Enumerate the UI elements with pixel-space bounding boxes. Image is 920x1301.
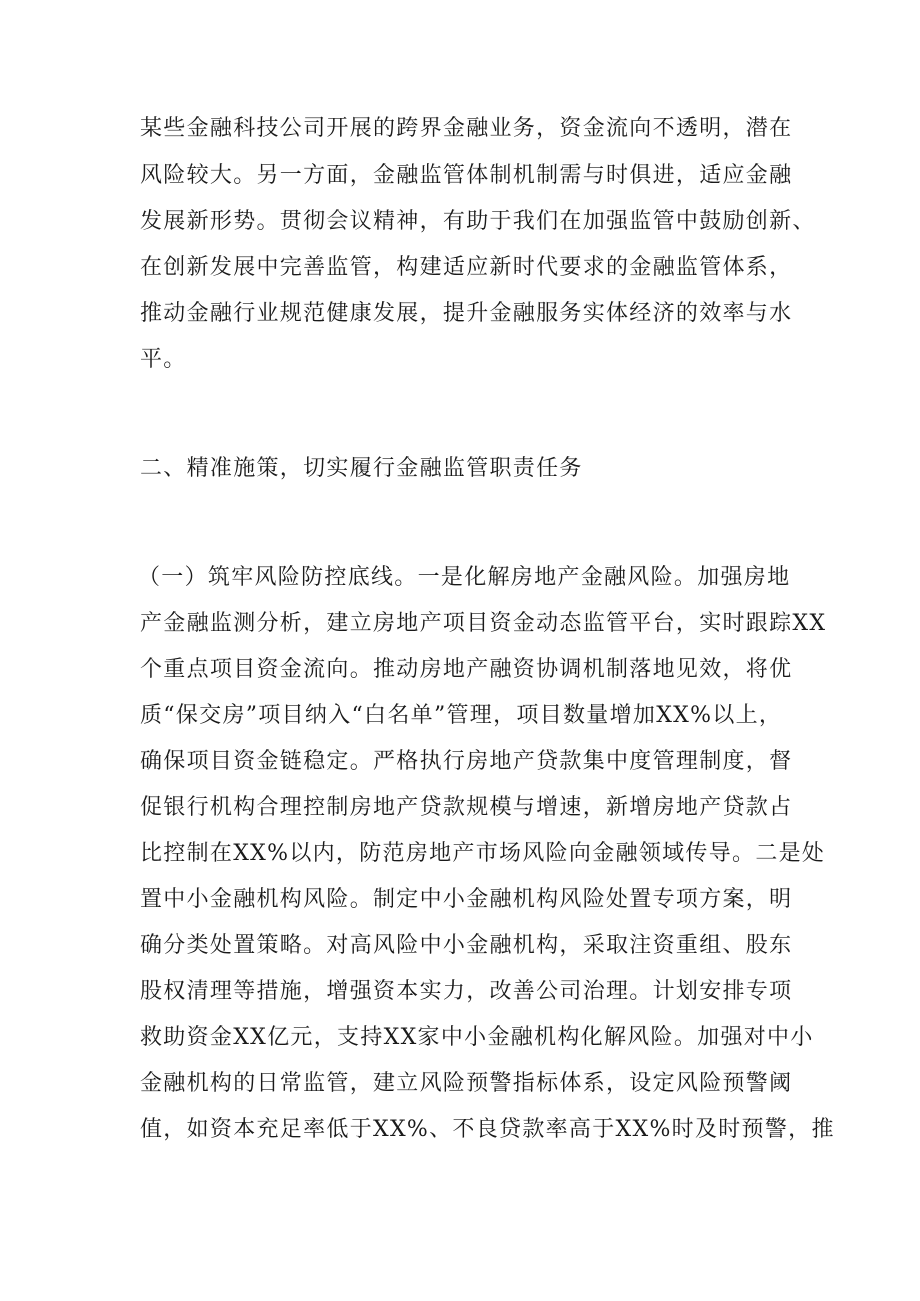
paragraph-line: 置中小金融机构风险。制定中小金融机构风险处置专项方案，明: [140, 887, 793, 912]
paragraph-line: 在创新发展中完善监管，构建适应新时代要求的金融监管体系，: [140, 255, 793, 280]
paragraph-line: 比控制在XX%以内，防范房地产市场风险向金融领域传导。二是处: [140, 841, 826, 866]
paragraph-line: 产金融监测分析，建立房地产项目资金动态监管平台，实时跟踪XX: [140, 611, 827, 636]
paragraph-line: （一）筑牢风险防控底线。一是化解房地产金融风险。加强房地: [138, 565, 791, 590]
paragraph-line: 个重点项目资金流向。推动房地产融资协调机制落地见效，将优: [140, 657, 793, 682]
paragraph-line: 质“保交房”项目纳入“白名单”管理，项目数量增加XX%以上，: [140, 703, 783, 728]
paragraph-line: 推动金融行业规范健康发展，提升金融服务实体经济的效率与水: [140, 301, 793, 326]
paragraph-line: 值，如资本充足率低于XX%、不良贷款率高于XX%时及时预警，推: [140, 1117, 835, 1142]
section-heading: 二、精准施策，切实履行金融监管职责任务: [140, 456, 583, 481]
paragraph-line: 金融机构的日常监管，建立风险预警指标体系，设定风险预警阈: [140, 1071, 793, 1096]
paragraph-line: 确分类处置策略。对高风险中小金融机构，采取注资重组、股东: [140, 933, 793, 958]
paragraph-line: 某些金融科技公司开展的跨界金融业务，资金流向不透明，潜在: [140, 116, 793, 141]
paragraph-line: 股权清理等措施，增强资本实力，改善公司治理。计划安排专项: [140, 979, 793, 1004]
paragraph-line: 促银行机构合理控制房地产贷款规模与增速，新增房地产贷款占: [140, 795, 793, 820]
paragraph-line: 平。: [140, 347, 187, 372]
paragraph-line: 风险较大。另一方面，金融监管体制机制需与时俱进，适应金融: [140, 163, 793, 188]
paragraph-line: 救助资金XX亿元，支持XX家中小金融机构化解风险。加强对中小: [140, 1025, 814, 1050]
paragraph-line: 确保项目资金链稳定。严格执行房地产贷款集中度管理制度，督: [140, 749, 793, 774]
paragraph-line: 发展新形势。贯彻会议精神，有助于我们在加强监管中鼓励创新、: [140, 209, 816, 234]
